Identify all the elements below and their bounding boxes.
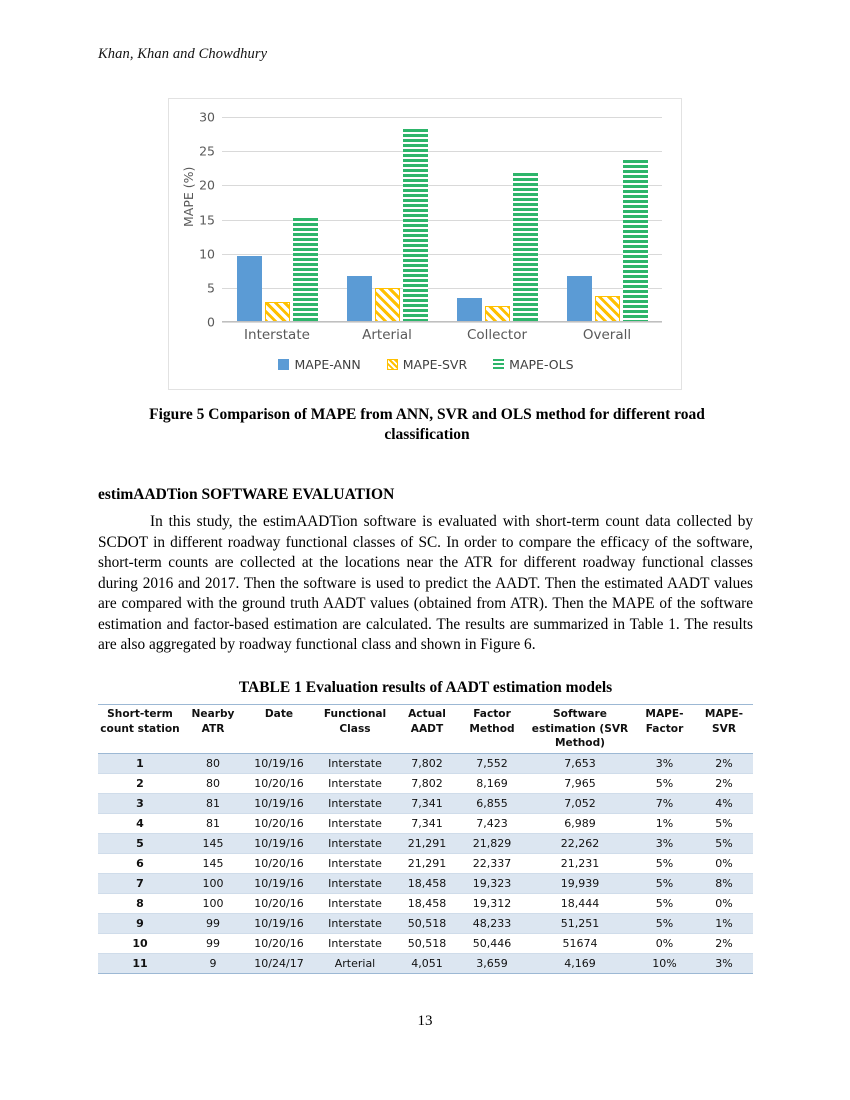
chart-legend-label: MAPE-ANN — [294, 357, 361, 372]
chart-x-tick-label: Arterial — [362, 327, 412, 343]
chart-bar-group — [442, 117, 552, 322]
chart-x-axis-line — [222, 321, 662, 322]
chart-legend-item[interactable] — [493, 357, 573, 372]
table-column-header: Actual AADT — [396, 705, 458, 754]
table-cell: 9 — [98, 913, 182, 933]
table-body — [98, 753, 753, 973]
table-cell: 5% — [634, 913, 695, 933]
table-cell: Interstate — [314, 873, 396, 893]
chart-bar-mape-svr — [265, 302, 290, 322]
chart-bar-group — [552, 117, 662, 322]
table-cell: 1% — [634, 813, 695, 833]
table-cell: 80 — [182, 753, 244, 773]
table-header-row — [98, 705, 753, 754]
table-cell: 145 — [182, 833, 244, 853]
table-column-header: MAPE-SVR — [695, 705, 753, 754]
table-cell: 100 — [182, 873, 244, 893]
table-row — [98, 893, 753, 913]
chart-bar-group — [222, 117, 332, 322]
table-cell: 2% — [695, 753, 753, 773]
chart-bar-mape-svr — [375, 288, 400, 322]
table-cell: Interstate — [314, 753, 396, 773]
table-cell: 10 — [98, 933, 182, 953]
table-cell: 6,855 — [458, 793, 526, 813]
table-cell: 1% — [695, 913, 753, 933]
table-cell: 10/19/16 — [244, 873, 314, 893]
table-cell: 7,965 — [526, 773, 634, 793]
table-cell: 10/19/16 — [244, 913, 314, 933]
table-cell: 18,444 — [526, 893, 634, 913]
chart-bar-mape-ann — [347, 276, 372, 322]
table-cell: 7,802 — [396, 773, 458, 793]
table-cell: 4,051 — [396, 953, 458, 973]
chart-y-tick-label: 0 — [207, 314, 215, 330]
table-column-header: Nearby ATR — [182, 705, 244, 754]
table-cell: 5% — [634, 873, 695, 893]
table-cell: 50,518 — [396, 913, 458, 933]
table-column-header: MAPE-Factor — [634, 705, 695, 754]
table-cell: 8% — [695, 873, 753, 893]
running-header: Khan, Khan and Chowdhury — [98, 46, 268, 62]
table-cell: 6 — [98, 853, 182, 873]
table-cell: 5% — [634, 853, 695, 873]
chart-bar-mape-ols — [293, 218, 318, 322]
figure-caption: Figure 5 Comparison of MAPE from ANN, SVR and OLS method for different road classification — [149, 406, 705, 444]
table-row — [98, 813, 753, 833]
table-cell: 1 — [98, 753, 182, 773]
table-cell: 2% — [695, 933, 753, 953]
chart-gridline — [207, 314, 662, 330]
chart-bar-group — [332, 117, 442, 322]
table-cell: 10/19/16 — [244, 793, 314, 813]
table-caption: TABLE 1 Evaluation results of AADT estimation models — [238, 679, 613, 696]
table-cell: 6,989 — [526, 813, 634, 833]
table-cell: Interstate — [314, 773, 396, 793]
table-cell: 0% — [695, 893, 753, 913]
table-cell: Interstate — [314, 913, 396, 933]
chart-legend — [169, 357, 683, 372]
table-column-header: Short-term count station — [98, 705, 182, 754]
table-row — [98, 753, 753, 773]
table-cell: 145 — [182, 853, 244, 873]
table-1-wrapper — [98, 704, 753, 974]
table-cell: 18,458 — [396, 893, 458, 913]
page-number: 13 — [417, 1013, 433, 1029]
table-cell: 4% — [695, 793, 753, 813]
table-cell: 21,291 — [396, 853, 458, 873]
table-cell: 99 — [182, 913, 244, 933]
table-cell: 8,169 — [458, 773, 526, 793]
chart-legend-label: MAPE-SVR — [402, 357, 468, 372]
chart-bar-mape-ols — [623, 160, 648, 322]
table-cell: Interstate — [314, 853, 396, 873]
table-cell: 10/20/16 — [244, 773, 314, 793]
table-cell: 0% — [634, 933, 695, 953]
table-row — [98, 873, 753, 893]
chart-x-tick-labels — [222, 327, 662, 343]
table-cell: 10/24/17 — [244, 953, 314, 973]
chart-area — [169, 99, 683, 391]
chart-x-tick-label: Overall — [582, 327, 632, 343]
table-cell: 7,552 — [458, 753, 526, 773]
table-cell: 7 — [98, 873, 182, 893]
table-cell: 81 — [182, 813, 244, 833]
table-row — [98, 773, 753, 793]
table-cell: 21,231 — [526, 853, 634, 873]
table-cell: 7,653 — [526, 753, 634, 773]
table-cell: 11 — [98, 953, 182, 973]
table-cell: 3 — [98, 793, 182, 813]
table-column-header: Factor Method — [458, 705, 526, 754]
legend-swatch-icon — [278, 359, 289, 370]
table-cell: 50,518 — [396, 933, 458, 953]
chart-bar-mape-ann — [457, 298, 482, 322]
table-cell: 100 — [182, 893, 244, 913]
table-cell: 19,939 — [526, 873, 634, 893]
chart-bar-mape-svr — [595, 296, 620, 322]
table-cell: 19,323 — [458, 873, 526, 893]
table-cell: 51674 — [526, 933, 634, 953]
table-cell: 99 — [182, 933, 244, 953]
table-cell: 2 — [98, 773, 182, 793]
table-cell: 7,423 — [458, 813, 526, 833]
table-column-header: Functional Class — [314, 705, 396, 754]
table-cell: 81 — [182, 793, 244, 813]
chart-bar-mape-ann — [237, 256, 262, 322]
table-cell: 18,458 — [396, 873, 458, 893]
table-cell: 22,262 — [526, 833, 634, 853]
table-cell: 22,337 — [458, 853, 526, 873]
chart-y-tick-label: 15 — [199, 212, 215, 227]
table-cell: 0% — [695, 853, 753, 873]
table-cell: 2% — [695, 773, 753, 793]
table-cell: 4,169 — [526, 953, 634, 973]
table-cell: 10/20/16 — [244, 853, 314, 873]
table-cell: 5 — [98, 833, 182, 853]
table-cell: 3,659 — [458, 953, 526, 973]
chart-bar-mape-ann — [567, 276, 592, 322]
table-row — [98, 793, 753, 813]
chart-y-tick-label: 20 — [199, 177, 215, 193]
table-cell: 10% — [634, 953, 695, 973]
table-row — [98, 833, 753, 853]
figure-5-chart — [168, 98, 682, 390]
table-cell: 21,829 — [458, 833, 526, 853]
table-cell: 10/19/16 — [244, 833, 314, 853]
table-cell: 7,341 — [396, 793, 458, 813]
chart-y-tick-label: 25 — [199, 143, 215, 159]
table-cell: Interstate — [314, 813, 396, 833]
table-cell: 5% — [695, 833, 753, 853]
table-row — [98, 913, 753, 933]
table-row — [98, 953, 753, 973]
legend-swatch-icon — [493, 359, 504, 370]
table-cell: 7% — [634, 793, 695, 813]
table-cell: 4 — [98, 813, 182, 833]
table-cell: 48,233 — [458, 913, 526, 933]
chart-bar-mape-ols — [403, 129, 428, 322]
table-cell: 7,052 — [526, 793, 634, 813]
chart-legend-label: MAPE-OLS — [509, 357, 574, 372]
table-cell: 5% — [695, 813, 753, 833]
table-cell: 8 — [98, 893, 182, 913]
chart-x-tick-label: Interstate — [244, 327, 310, 343]
table-column-header: Software estimation (SVR Method) — [526, 705, 634, 754]
table-row — [98, 933, 753, 953]
table-cell: Interstate — [314, 893, 396, 913]
table-cell: 5% — [634, 893, 695, 913]
table-cell: 51,251 — [526, 913, 634, 933]
table-cell: 7,341 — [396, 813, 458, 833]
chart-bar-mape-svr — [485, 306, 510, 322]
chart-x-tick-label: Collector — [466, 327, 528, 343]
table-cell: Interstate — [314, 793, 396, 813]
table-cell: 19,312 — [458, 893, 526, 913]
table-cell: Arterial — [314, 953, 396, 973]
evaluation-results-table — [98, 704, 753, 974]
chart-bar-groups — [222, 117, 662, 322]
table-cell: Interstate — [314, 833, 396, 853]
table-cell: 10/20/16 — [244, 933, 314, 953]
chart-y-tick-label: 30 — [199, 109, 215, 125]
table-cell: 21,291 — [396, 833, 458, 853]
table-row — [98, 853, 753, 873]
table-cell: 80 — [182, 773, 244, 793]
table-cell: 10/20/16 — [244, 813, 314, 833]
table-cell: 5% — [634, 773, 695, 793]
chart-plot-area — [199, 109, 662, 330]
chart-y-tick-label: 5 — [207, 280, 215, 296]
chart-y-tick-label: 10 — [199, 246, 215, 262]
table-cell: Interstate — [314, 933, 396, 953]
table-cell: 9 — [182, 953, 244, 973]
body-paragraph: In this study, the estimAADTion software is evaluated with short-term count data collected by SCDOT in different roadway functional classes of SC. In order to compare the efficacy of the software, short-term counts are collected at the locations near the ATR for different roadway functional classes during 2016 and 2017. Then the software is used to predict the AADT. Then the estimated AADT values are compared with the ground truth AADT values (obtained from ATR). Then the MAPE of the software estimation and factor-based estimation are calculated. The results are summarized in Table 1. The results are also aggregated by roadway functional class and shown in Figure 6. — [98, 513, 753, 654]
chart-bar-mape-ols — [513, 173, 538, 322]
table-cell: 10/20/16 — [244, 893, 314, 913]
table-cell: 10/19/16 — [244, 753, 314, 773]
table-cell: 3% — [634, 833, 695, 853]
chart-legend-item[interactable] — [278, 357, 360, 372]
chart-legend-item[interactable] — [387, 357, 467, 372]
legend-swatch-icon — [387, 359, 398, 370]
table-cell: 3% — [634, 753, 695, 773]
section-heading: estimAADTion SOFTWARE EVALUATION — [98, 486, 395, 503]
table-cell: 3% — [695, 953, 753, 973]
table-cell: 7,802 — [396, 753, 458, 773]
table-column-header: Date — [244, 705, 314, 754]
chart-y-axis-title: MAPE (%) — [181, 166, 196, 227]
table-cell: 50,446 — [458, 933, 526, 953]
